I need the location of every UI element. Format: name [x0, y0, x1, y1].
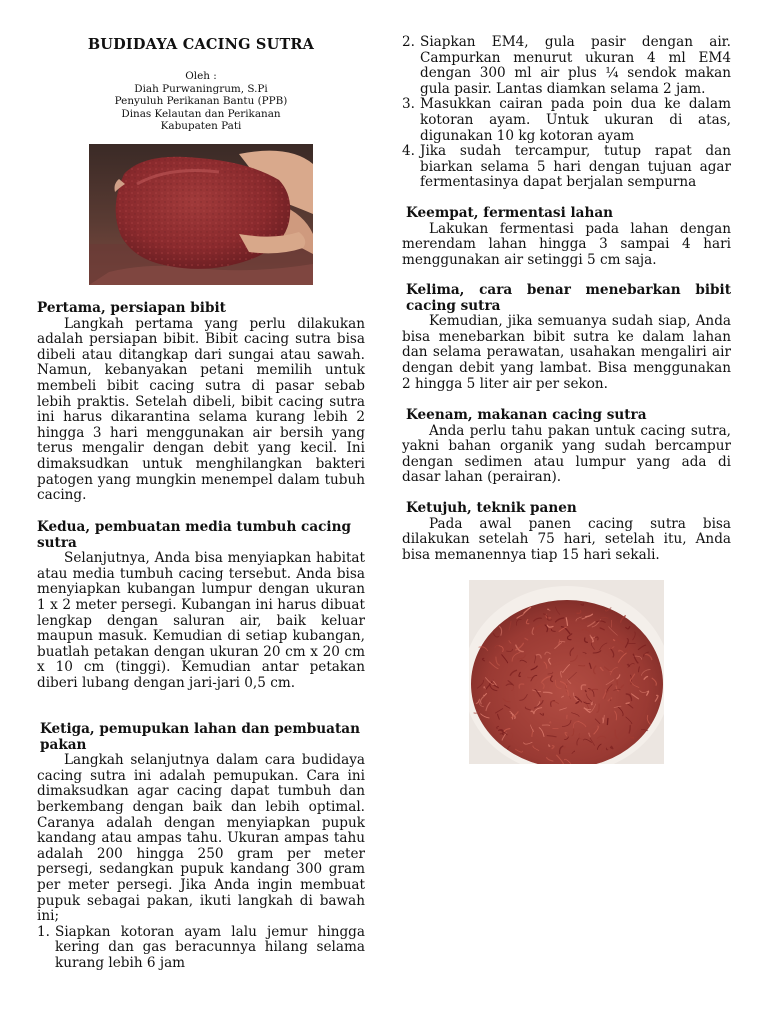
section-2-heading: Kedua, pembuatan media tumbuh cacing sutra [37, 519, 351, 551]
list-item-number: 4. [402, 143, 415, 160]
list-item [37, 925, 365, 972]
worm-strand [617, 681, 618, 685]
list-item-number: 2. [402, 34, 415, 50]
list-item [402, 144, 731, 191]
byline-agency: Dinas Kelautan dan Perikanan [121, 107, 281, 120]
photo-worm-mass [89, 144, 313, 285]
section-7-heading: Ketujuh, teknik panen [406, 500, 577, 516]
worm-strand [614, 640, 615, 641]
worm-strand [626, 703, 629, 704]
worm-strand [585, 690, 586, 691]
section-2 [37, 520, 365, 692]
document-title: BUDIDAYA CACING SUTRA [87, 36, 315, 53]
section-4-heading: Keempat, fermentasi lahan [406, 205, 614, 221]
byline-author: Diah Purwaningrum, S.Pi [134, 82, 268, 95]
list-item-text: Siapkan kotoran ayam lalu jemur hingga kering dan gas beracunnya hilang selama kurang lebih 6 jam [55, 923, 365, 971]
section-2-body: Selanjutnya, Anda bisa menyiapkan habitat atau media tumbuh cacing tersebut. Anda bisa menyiapkan kubangan lumpur dengan ukuran 1 x 2 meter persegi. Kubangan ini harus dibuat lengkap dengan saluran air, baik keluar maupun masuk. Kemudian di setiap kubangan, buatlah petakan dengan ukuran 20 cm x 20 cm x 10 cm (tinggi). Kemudian antar petakan diberi lubang dengan jari-jari 0,5 cm. [37, 550, 365, 691]
section-5-heading: Kelima, cara benar menebarkan bibit cacing sutra [406, 282, 731, 314]
section-3-heading: Ketiga, pemupukan lahan dan pembuatan pakan [40, 721, 360, 753]
section-3-steps-b [402, 35, 731, 191]
worm-strand [607, 719, 608, 725]
section-6 [402, 408, 731, 486]
section-3 [37, 722, 365, 972]
worm-strand [630, 737, 633, 738]
list-item-text: Siapkan EM4, gula pasir dengan air. Campurkan menurut ukuran 4 ml EM4 dengan 300 ml air plus ¼ sendok makan gula pasir. Lantas diamkan selama 2 jam. [420, 34, 731, 97]
section-1-body: Langkah pertama yang perlu dilakukan adalah persiapan bibit. Bibit cacing sutra bisa dibeli atau ditangkap dari sungai atau sawah. Namun, kebanyakan petani memilih untuk membeli bibit cacing sutra di pasar sebab lebih praktis. Setelah dibeli, bibit cacing sutra ini harus dikarantina selama kurang lebih 2 hingga 3 hari menggunakan air bersih yang terus mengalir dengan debit yang kecil. Ini dimaksudkan untuk menghilangkan bakteri patogen yang mungkin menempel dalam tubuh cacing. [37, 315, 365, 504]
section-3-steps-a [37, 925, 365, 972]
section-6-body: Anda perlu tahu pakan untuk cacing sutra, yakni bahan organik yang sudah bercampur dengan sedimen atau lumpur yang ada di dasar lahan (perairan). [402, 422, 731, 486]
section-7 [402, 501, 731, 563]
byline-role: Penyuluh Perikanan Bantu (PPB) [114, 95, 288, 108]
section-6-heading: Keenam, makanan cacing sutra [406, 407, 647, 423]
section-5-body: Kemudian, jika semuanya sudah siap, Anda bisa menebarkan bibit sutra ke dalam lahan dan selama perawatan, usahakan mengaliri air dengan debit yang lambat. Bisa menggunakan 2 hingga 5 liter air per sekon. [402, 313, 731, 392]
section-3-body: Langkah selanjutnya dalam cara budidaya cacing sutra ini adalah pemupukan. Cara ini dimaksudkan agar cacing dapat tumbuh dan berkembang dengan baik dan lebih optimal. Caranya adalah dengan menyiapkan pupuk kandang atau ampas tahu. Ukuran ampas tahu adalah 200 hingga 250 gram per meter persegi, sedangkan pupuk kandang 300 gram per meter persegi. Jika Anda ingin membuat pupuk sebagai pakan, ikuti langkah di bawah ini; [37, 752, 365, 925]
photo-tubifex-worms [469, 580, 664, 764]
list-item-text: Jika sudah tercampur, tutup rapat dan biarkan selama 5 hari dengan tujuan agar fermentasinya dapat berjalan sempurna [420, 143, 731, 191]
list-item-text: Masukkan cairan pada poin dua ke dalam kotoran ayam. Untuk ukuran di atas, digunakan 10 kg kotoran ayam [420, 96, 731, 144]
byline-region: Kabupaten Pati [160, 120, 242, 133]
section-5 [402, 283, 731, 392]
byline-oleh: Oleh : [185, 70, 217, 82]
list-item-number: 3. [402, 96, 415, 113]
section-1 [37, 301, 365, 504]
byline [37, 70, 365, 133]
section-1-heading: Pertama, persiapan bibit [37, 300, 226, 316]
list-item-number: 1. [37, 923, 50, 940]
section-7-body: Pada awal panen cacing sutra bisa dilakukan setelah 75 hari, setelah itu, Anda bisa memanennya tiap 15 hari sekali. [402, 515, 731, 563]
section-4-body: Lakukan fermentasi pada lahan dengan merendam lahan hingga 3 sampai 4 hari menggunakan air setinggi 5 cm saja. [402, 220, 731, 268]
worm-strand [592, 702, 593, 705]
section-4 [402, 206, 731, 268]
list-item [402, 97, 731, 144]
list-item [402, 35, 731, 97]
section-3-steps-continued [402, 35, 731, 191]
